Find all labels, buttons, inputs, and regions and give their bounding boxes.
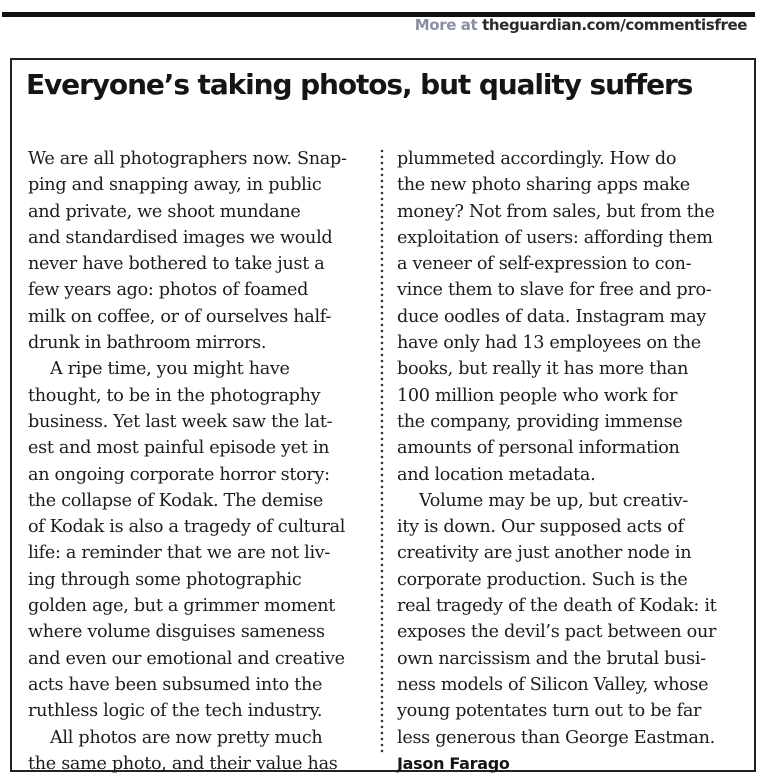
body-line: the collapse of Kodak. The demise xyxy=(28,490,324,511)
body-line: few years ago: photos of foamed xyxy=(28,280,309,301)
body-line: never have bothered to take just a xyxy=(28,254,325,275)
body-line: 100 million people who work for xyxy=(397,385,678,406)
article-box xyxy=(10,58,756,772)
headline: Everyone’s taking photos, but quality suffers xyxy=(26,68,693,101)
body-line: and private, we shoot mundane xyxy=(28,201,301,222)
body-line: of Kodak is also a tragedy of cultural xyxy=(28,517,346,538)
body-line: and even our emotional and creative xyxy=(28,648,345,669)
more-at-url[interactable]: theguardian.com/commentisfree xyxy=(482,16,747,34)
body-line: acts have been subsumed into the xyxy=(28,674,323,695)
body-line: amounts of personal information xyxy=(397,438,680,459)
body-line: vince them to slave for free and pro- xyxy=(397,280,712,301)
body-line: have only had 13 employees on the xyxy=(397,333,701,354)
left-column xyxy=(28,146,380,777)
body-line: corporate production. Such is the xyxy=(397,569,688,590)
body-line: own narcissism and the brutal busi- xyxy=(397,648,706,669)
body-line: drunk in bathroom mirrors. xyxy=(28,333,267,354)
body-line: We are all photographers now. Snap- xyxy=(28,149,347,169)
column-divider xyxy=(380,148,384,754)
body-line: ness models of Silicon Valley, whose xyxy=(397,674,709,695)
body-line: golden age, but a grimmer moment xyxy=(28,596,336,617)
body-line: real tragedy of the death of Kodak: it xyxy=(397,596,717,617)
body-line: money? Not from sales, but from the xyxy=(397,201,715,222)
body-line: business. Yet last week saw the lat- xyxy=(28,411,333,432)
body-line: life: a reminder that we are not liv- xyxy=(28,543,331,564)
more-at-link[interactable] xyxy=(415,16,747,34)
body-line: ruthless logic of the tech industry. xyxy=(28,701,323,722)
body-line: the new photo sharing apps make xyxy=(397,175,690,196)
body-line: ing through some photographic xyxy=(28,569,302,590)
body-line: young potentates turn out to be far xyxy=(397,701,702,722)
body-line: ity is down. Our supposed acts of xyxy=(397,517,684,538)
more-at-prefix: More at xyxy=(414,16,478,34)
body-line: exposes the devil’s pact between our xyxy=(397,622,717,643)
body-line: Volume may be up, but creativ- xyxy=(419,490,689,511)
body-line: a veneer of self-expression to con- xyxy=(397,254,692,275)
body-line: and standardised images we would xyxy=(28,227,333,248)
body-line: thought, to be in the photography xyxy=(28,385,321,406)
body-line: creativity are just another node in xyxy=(397,543,692,564)
body-line: duce oodles of data. Instagram may xyxy=(397,306,706,327)
box-top-rule xyxy=(12,58,754,60)
body-line: the same photo, and their value has xyxy=(28,753,338,774)
body-line: est and most painful episode yet in xyxy=(28,438,330,459)
byline: Jason Farago xyxy=(397,753,510,773)
body-line: books, but really it has more than xyxy=(397,359,689,380)
body-line: ping and snapping away, in public xyxy=(28,175,322,196)
body-line: less generous than George Eastman. xyxy=(397,727,715,748)
body-line: an ongoing corporate horror story: xyxy=(28,464,330,485)
body-line: A ripe time, you might have xyxy=(50,359,290,380)
right-column xyxy=(397,146,747,777)
body-line: the company, providing immense xyxy=(397,411,683,432)
body-line: milk on coffee, or of ourselves half- xyxy=(28,306,332,327)
body-line: exploitation of users: affording them xyxy=(397,227,713,248)
body-line: where volume disguises sameness xyxy=(28,622,325,643)
body-line: plummeted accordingly. How do xyxy=(397,149,677,169)
body-line: All photos are now pretty much xyxy=(50,727,323,748)
body-line: and location metadata. xyxy=(397,464,596,485)
